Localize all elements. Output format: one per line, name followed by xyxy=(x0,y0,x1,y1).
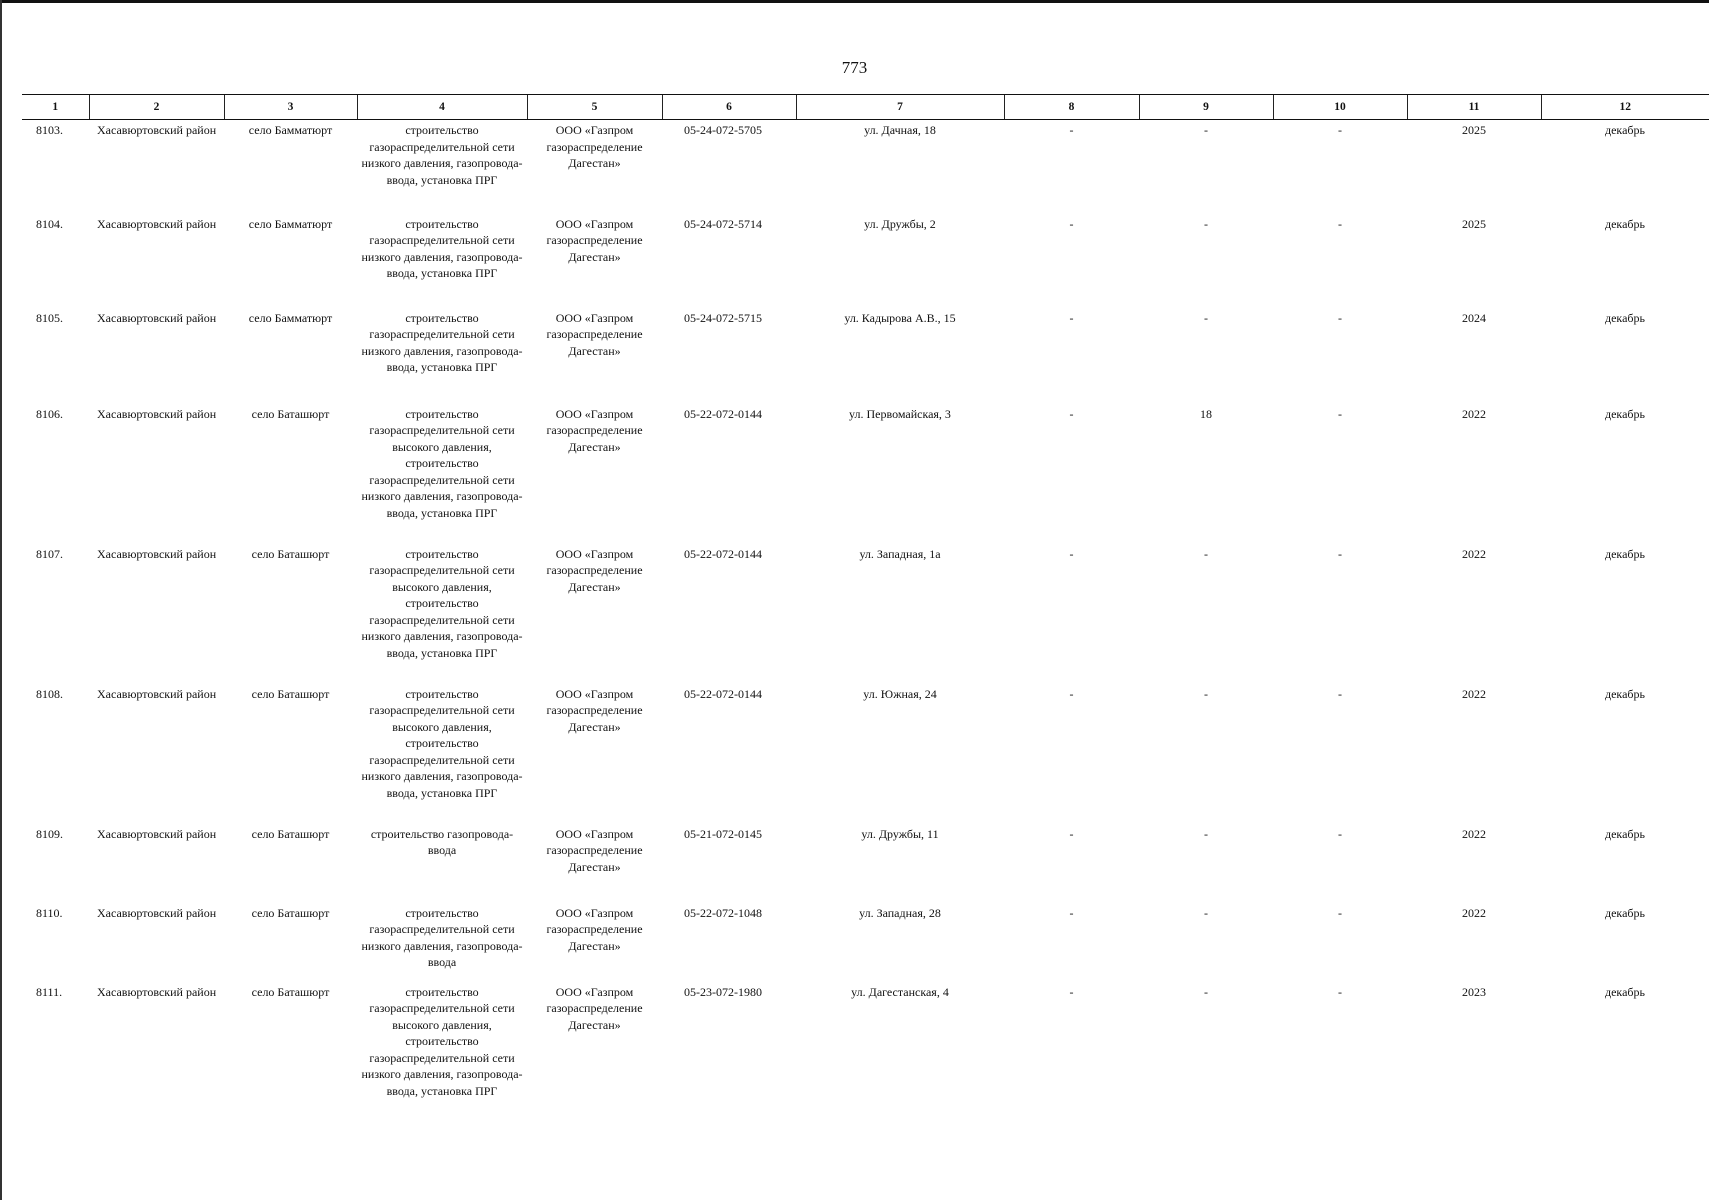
column-10-cell: - xyxy=(1338,826,1342,841)
column-9-cell: - xyxy=(1204,546,1208,561)
table-row xyxy=(22,544,1709,684)
month-cell: декабрь xyxy=(1605,216,1645,231)
column-10-cell: - xyxy=(1338,216,1342,231)
work-description-cell: строительство газораспределительной сети низкого давления, газопровода-ввода xyxy=(361,905,523,969)
column-9-cell: - xyxy=(1204,686,1208,701)
column-9-cell: - xyxy=(1204,310,1208,325)
district-cell: Хасавюртовский район xyxy=(97,123,217,137)
column-10-cell: - xyxy=(1338,905,1342,920)
year-cell: 2024 xyxy=(1462,310,1486,325)
column-8-cell: - xyxy=(1069,686,1074,701)
year-cell: 2022 xyxy=(1462,546,1486,561)
column-10-cell: - xyxy=(1338,686,1342,701)
month-cell: декабрь xyxy=(1605,546,1645,561)
organization-cell: ООО «Газпром газораспределение Дагестан» xyxy=(546,826,643,874)
year-cell: 2022 xyxy=(1462,826,1486,841)
month-cell: декабрь xyxy=(1605,310,1645,325)
column-header: 10 xyxy=(1273,95,1407,120)
table-row xyxy=(22,308,1709,404)
organization-cell: ООО «Газпром газораспределение Дагестан» xyxy=(546,984,643,1032)
object-code-cell: 05-23-072-1980 xyxy=(684,984,762,999)
address-cell: ул. Дачная, 18 xyxy=(864,123,936,137)
year-cell: 2025 xyxy=(1462,123,1486,137)
address-cell: ул. Кадырова А.В., 15 xyxy=(844,310,956,325)
column-header: 11 xyxy=(1407,95,1541,120)
column-10-cell: - xyxy=(1338,406,1342,421)
organization-cell: ООО «Газпром газораспределение Дагестан» xyxy=(546,905,643,953)
column-9-cell: 18 xyxy=(1200,406,1212,421)
column-10-cell: - xyxy=(1338,123,1342,137)
month-cell: декабрь xyxy=(1605,123,1645,137)
address-cell: ул. Первомайская, 3 xyxy=(849,406,951,421)
top-border-line xyxy=(0,0,1709,3)
district-cell: Хасавюртовский район xyxy=(97,826,217,841)
row-number: 8108. xyxy=(36,686,63,701)
column-8-cell: - xyxy=(1069,310,1074,325)
column-8-cell: - xyxy=(1069,905,1074,920)
work-description-cell: строительство газораспределительной сети высокого давления, строительство газораспределительной сети низкого давления, газопровода-ввода, установка ПРГ xyxy=(361,984,523,1098)
district-cell: Хасавюртовский район xyxy=(97,216,217,231)
organization-cell: ООО «Газпром газораспределение Дагестан» xyxy=(546,406,643,454)
settlement-cell: село Баташюрт xyxy=(251,686,330,701)
object-code-cell: 05-22-072-0144 xyxy=(684,546,762,561)
year-cell: 2022 xyxy=(1462,686,1486,701)
address-cell: ул. Южная, 24 xyxy=(863,686,937,701)
left-border-line xyxy=(0,0,2,1200)
settlement-cell: село Бамматюрт xyxy=(248,216,333,231)
row-number: 8110. xyxy=(36,905,63,920)
column-header: 8 xyxy=(1004,95,1139,120)
work-description-cell: строительство газопровода-ввода xyxy=(370,826,514,857)
work-description-cell: строительство газораспределительной сети высокого давления, строительство газораспределительной сети низкого давления, газопровода-ввода, установка ПРГ xyxy=(361,686,523,800)
work-description-cell: строительство газораспределительной сети низкого давления, газопровода-ввода, установка ПРГ xyxy=(361,123,523,187)
column-9-cell: - xyxy=(1204,216,1208,231)
work-description-cell: строительство газораспределительной сети низкого давления, газопровода-ввода, установка ПРГ xyxy=(361,310,523,374)
column-8-cell: - xyxy=(1069,123,1074,137)
table-row xyxy=(22,824,1709,903)
district-cell: Хасавюртовский район xyxy=(97,984,217,999)
column-header: 6 xyxy=(662,95,796,120)
column-8-cell: - xyxy=(1069,826,1074,841)
column-header: 3 xyxy=(224,95,357,120)
column-9-cell: - xyxy=(1204,905,1208,920)
column-10-cell: - xyxy=(1338,310,1342,325)
column-10-cell: - xyxy=(1338,546,1342,561)
year-cell: 2022 xyxy=(1462,406,1486,421)
month-cell: декабрь xyxy=(1605,984,1645,999)
settlement-cell: село Баташюрт xyxy=(251,406,330,421)
month-cell: декабрь xyxy=(1605,686,1645,701)
object-code-cell: 05-21-072-0145 xyxy=(684,826,762,841)
address-cell: ул. Западная, 1а xyxy=(859,546,941,561)
column-header: 1 xyxy=(22,95,89,120)
object-code-cell: 05-22-072-1048 xyxy=(684,905,762,920)
work-description-cell: строительство газораспределительной сети низкого давления, газопровода-ввода, установка ПРГ xyxy=(361,216,523,280)
column-header: 7 xyxy=(796,95,1004,120)
settlement-cell: село Баташюрт xyxy=(251,984,330,999)
organization-cell: ООО «Газпром газораспределение Дагестан» xyxy=(546,123,643,170)
column-10-cell: - xyxy=(1338,984,1342,999)
row-number: 8103. xyxy=(36,123,63,137)
district-cell: Хасавюртовский район xyxy=(97,546,217,561)
column-8-cell: - xyxy=(1069,406,1074,421)
row-number: 8111. xyxy=(36,984,63,999)
settlement-cell: село Бамматюрт xyxy=(248,310,333,325)
table-row xyxy=(22,404,1709,544)
column-header: 2 xyxy=(89,95,224,120)
year-cell: 2023 xyxy=(1462,984,1486,999)
district-cell: Хасавюртовский район xyxy=(97,310,217,325)
object-code-cell: 05-22-072-0144 xyxy=(684,686,762,701)
month-cell: декабрь xyxy=(1605,826,1645,841)
district-cell: Хасавюртовский район xyxy=(97,406,217,421)
settlement-cell: село Баташюрт xyxy=(251,905,330,920)
settlement-cell: село Баташюрт xyxy=(251,546,330,561)
row-number: 8104. xyxy=(36,216,63,231)
object-code-cell: 05-24-072-5714 xyxy=(684,216,762,231)
column-header: 5 xyxy=(527,95,662,120)
row-number: 8106. xyxy=(36,406,63,421)
object-code-cell: 05-22-072-0144 xyxy=(684,406,762,421)
organization-cell: ООО «Газпром газораспределение Дагестан» xyxy=(546,310,643,358)
row-number: 8109. xyxy=(36,826,63,841)
object-code-cell: 05-24-072-5715 xyxy=(684,310,762,325)
column-header: 12 xyxy=(1541,95,1709,120)
column-header: 4 xyxy=(357,95,527,120)
column-header: 9 xyxy=(1139,95,1273,120)
address-cell: ул. Западная, 28 xyxy=(859,905,941,920)
object-code-cell: 05-24-072-5705 xyxy=(684,123,762,137)
district-cell: Хасавюртовский район xyxy=(97,686,217,701)
registry-table xyxy=(22,94,1709,1112)
settlement-cell: село Бамматюрт xyxy=(248,123,333,137)
table-row xyxy=(22,684,1709,824)
column-8-cell: - xyxy=(1069,216,1074,231)
column-9-cell: - xyxy=(1204,123,1208,137)
column-9-cell: - xyxy=(1204,826,1208,841)
column-8-cell: - xyxy=(1069,984,1074,999)
page-number: 773 xyxy=(841,58,868,77)
table-row xyxy=(22,982,1709,1112)
organization-cell: ООО «Газпром газораспределение Дагестан» xyxy=(546,216,643,264)
row-number: 8105. xyxy=(36,310,63,325)
table-row xyxy=(22,120,1709,214)
address-cell: ул. Дружбы, 11 xyxy=(861,826,939,841)
work-description-cell: строительство газораспределительной сети высокого давления, строительство газораспределительной сети низкого давления, газопровода-ввода, установка ПРГ xyxy=(361,406,523,520)
column-8-cell: - xyxy=(1069,546,1074,561)
district-cell: Хасавюртовский район xyxy=(97,905,217,920)
organization-cell: ООО «Газпром газораспределение Дагестан» xyxy=(546,546,643,594)
table-row xyxy=(22,903,1709,982)
year-cell: 2025 xyxy=(1462,216,1486,231)
settlement-cell: село Баташюрт xyxy=(251,826,330,841)
address-cell: ул. Дружбы, 2 xyxy=(864,216,936,231)
month-cell: декабрь xyxy=(1605,905,1645,920)
column-9-cell: - xyxy=(1204,984,1208,999)
work-description-cell: строительство газораспределительной сети высокого давления, строительство газораспределительной сети низкого давления, газопровода-ввода, установка ПРГ xyxy=(361,546,523,660)
organization-cell: ООО «Газпром газораспределение Дагестан» xyxy=(546,686,643,734)
address-cell: ул. Дагестанская, 4 xyxy=(851,984,949,999)
header-row xyxy=(22,95,1709,120)
month-cell: декабрь xyxy=(1605,406,1645,421)
row-number: 8107. xyxy=(36,546,63,561)
year-cell: 2022 xyxy=(1462,905,1486,920)
table-row xyxy=(22,214,1709,308)
